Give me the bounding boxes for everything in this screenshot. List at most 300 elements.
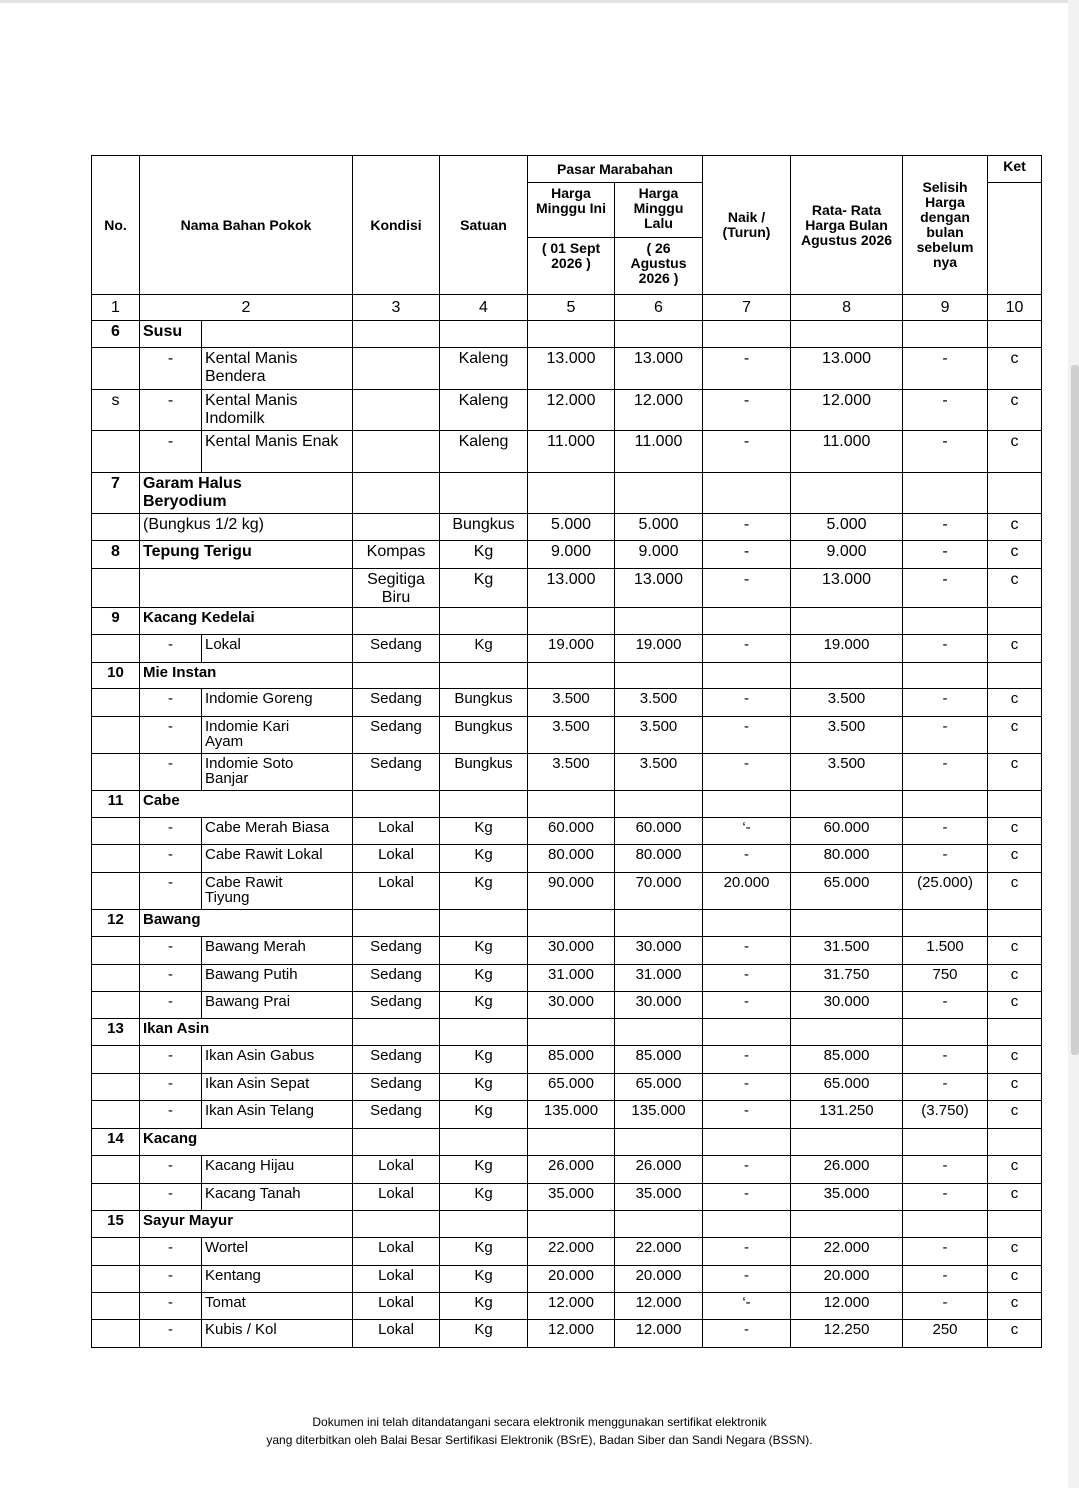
satuan: Bungkus — [440, 514, 528, 541]
satuan: Kg — [440, 1046, 528, 1074]
row-no: 15 — [92, 1211, 140, 1238]
kondisi: Sedang — [353, 937, 440, 965]
harga-lalu: 3.500 — [615, 717, 703, 754]
satuan: Kg — [440, 1293, 528, 1320]
satuan: Kg — [440, 541, 528, 569]
colnum-cell: 10 — [988, 295, 1042, 321]
kondisi: Segitiga Biru — [353, 569, 440, 608]
harga-lalu: 13.000 — [615, 348, 703, 390]
naik-turun: - — [703, 1238, 791, 1266]
colnum-cell: 8 — [791, 295, 903, 321]
harga-ini: 60.000 — [528, 818, 615, 845]
item-name: Lokal — [202, 635, 353, 663]
harga-lalu: 13.000 — [615, 569, 703, 608]
satuan: Kaleng — [440, 390, 528, 431]
ket: c — [988, 635, 1042, 663]
footer-line-1: Dokumen ini telah ditandatangani secara elektronik menggunakan sertifikat elektronik — [312, 1415, 767, 1429]
harga-ini: 30.000 — [528, 992, 615, 1019]
harga-ini: 80.000 — [528, 845, 615, 873]
harga-lalu: 22.000 — [615, 1238, 703, 1266]
kondisi — [353, 348, 440, 390]
ket: c — [988, 541, 1042, 569]
row-dash: - — [140, 689, 202, 717]
item-name: Cabe Rawit Lokal — [202, 845, 353, 873]
ket: c — [988, 1184, 1042, 1211]
selisih: - — [903, 1184, 988, 1211]
rata-rata: 131.250 — [791, 1101, 903, 1129]
table-row — [92, 937, 1042, 965]
row-no — [92, 635, 140, 663]
naik-turun: ‘- — [703, 1293, 791, 1320]
category-label: Mie Instan — [140, 663, 353, 689]
satuan: Kaleng — [440, 431, 528, 473]
harga-ini: 5.000 — [528, 514, 615, 541]
rata-rata: 13.000 — [791, 348, 903, 390]
row-no — [92, 1074, 140, 1101]
row-no — [92, 992, 140, 1019]
ket: c — [988, 689, 1042, 717]
selisih: 250 — [903, 1320, 988, 1348]
ket: c — [988, 845, 1042, 873]
selisih: - — [903, 1074, 988, 1101]
row-no — [92, 689, 140, 717]
harga-ini: 22.000 — [528, 1238, 615, 1266]
row-dash: - — [140, 1184, 202, 1211]
satuan: Kg — [440, 1156, 528, 1184]
kondisi: Sedang — [353, 689, 440, 717]
row-dash: - — [140, 754, 202, 791]
harga-lalu: 135.000 — [615, 1101, 703, 1129]
table-row — [92, 514, 1042, 541]
kondisi — [353, 390, 440, 431]
selisih: - — [903, 818, 988, 845]
harga-lalu: 19.000 — [615, 635, 703, 663]
header-no: No. — [92, 156, 140, 295]
item-name: Indomie Kari Ayam — [202, 717, 353, 754]
kondisi: Sedang — [353, 1101, 440, 1129]
harga-ini: 31.000 — [528, 965, 615, 992]
header-rata: Rata- Rata Harga Bulan Agustus 2026 — [791, 156, 903, 295]
naik-turun: - — [703, 569, 791, 608]
header-pasar: Pasar Marabahan — [528, 156, 703, 183]
naik-turun: - — [703, 1266, 791, 1293]
table-row — [92, 1156, 1042, 1184]
row-no — [92, 1101, 140, 1129]
row-dash: - — [140, 1238, 202, 1266]
selisih: - — [903, 1238, 988, 1266]
item-name: Tomat — [202, 1293, 353, 1320]
category-row — [92, 1211, 1042, 1238]
satuan: Kg — [440, 992, 528, 1019]
selisih: 750 — [903, 965, 988, 992]
harga-lalu: 20.000 — [615, 1266, 703, 1293]
row-dash: - — [140, 1101, 202, 1129]
rata-rata: 9.000 — [791, 541, 903, 569]
table-row — [92, 390, 1042, 431]
table-row — [92, 348, 1042, 390]
category-row — [92, 541, 1042, 569]
satuan: Kg — [440, 937, 528, 965]
category-label: Bawang — [140, 910, 353, 937]
item-name: Bawang Putih — [202, 965, 353, 992]
satuan: Kg — [440, 569, 528, 608]
item-name: Cabe Rawit Tiyung — [202, 873, 353, 910]
row-no — [92, 717, 140, 754]
row-no — [92, 348, 140, 390]
row-dash: - — [140, 1156, 202, 1184]
category-label: Kacang Kedelai — [140, 608, 353, 635]
selisih: - — [903, 1293, 988, 1320]
selisih: - — [903, 514, 988, 541]
kondisi: Lokal — [353, 1184, 440, 1211]
item-name: Kubis / Kol — [202, 1320, 353, 1348]
colnum-cell: 4 — [440, 295, 528, 321]
table-row — [92, 431, 1042, 473]
naik-turun: - — [703, 965, 791, 992]
row-no: s — [92, 390, 140, 431]
naik-turun: - — [703, 845, 791, 873]
row-no — [92, 1046, 140, 1074]
satuan: Kg — [440, 1320, 528, 1348]
rata-rata: 31.500 — [791, 937, 903, 965]
harga-ini: 65.000 — [528, 1074, 615, 1101]
ket: c — [988, 754, 1042, 791]
rata-rata: 30.000 — [791, 992, 903, 1019]
item-name: Cabe Merah Biasa — [202, 818, 353, 845]
selisih: - — [903, 1046, 988, 1074]
kondisi: Lokal — [353, 818, 440, 845]
harga-ini: 26.000 — [528, 1156, 615, 1184]
harga-ini: 12.000 — [528, 390, 615, 431]
ket: c — [988, 1074, 1042, 1101]
row-dash: - — [140, 1320, 202, 1348]
item-name: Kentang — [202, 1266, 353, 1293]
kondisi: Kompas — [353, 541, 440, 569]
row-no: 9 — [92, 608, 140, 635]
harga-ini: 85.000 — [528, 1046, 615, 1074]
selisih: - — [903, 348, 988, 390]
harga-lalu: 12.000 — [615, 390, 703, 431]
rata-rata: 3.500 — [791, 689, 903, 717]
harga-ini: 13.000 — [528, 348, 615, 390]
row-dash: - — [140, 873, 202, 910]
table-row — [92, 1074, 1042, 1101]
header-selisih: Selisih Harga dengan bulan sebelum nya — [903, 156, 988, 295]
category-label: Susu — [140, 321, 202, 348]
satuan: Bungkus — [440, 689, 528, 717]
naik-turun: - — [703, 541, 791, 569]
kondisi: Lokal — [353, 845, 440, 873]
row-no: 10 — [92, 663, 140, 689]
scrollbar-thumb[interactable] — [1071, 365, 1079, 1055]
selisih: (25.000) — [903, 873, 988, 910]
harga-lalu: 30.000 — [615, 992, 703, 1019]
naik-turun: - — [703, 1101, 791, 1129]
ket: c — [988, 431, 1042, 473]
row-no: 12 — [92, 910, 140, 937]
header-kondisi: Kondisi — [353, 156, 440, 295]
header-nama: Nama Bahan Pokok — [140, 156, 353, 295]
harga-lalu: 30.000 — [615, 937, 703, 965]
kondisi: Sedang — [353, 754, 440, 791]
harga-ini: 19.000 — [528, 635, 615, 663]
row-dash: - — [140, 431, 202, 473]
category-row — [92, 1129, 1042, 1156]
row-no: 8 — [92, 541, 140, 569]
harga-lalu: 12.000 — [615, 1293, 703, 1320]
rata-rata: 80.000 — [791, 845, 903, 873]
category-row — [92, 608, 1042, 635]
kondisi: Lokal — [353, 1293, 440, 1320]
colnum-cell: 2 — [140, 295, 353, 321]
colnum-cell: 3 — [353, 295, 440, 321]
satuan: Kaleng — [440, 348, 528, 390]
header-ket-blank — [988, 183, 1042, 295]
harga-ini: 9.000 — [528, 541, 615, 569]
row-no — [92, 845, 140, 873]
item-name: Kacang Tanah — [202, 1184, 353, 1211]
rata-rata: 12.000 — [791, 1293, 903, 1320]
kondisi: Sedang — [353, 635, 440, 663]
harga-lalu: 12.000 — [615, 1320, 703, 1348]
row-no — [92, 1320, 140, 1348]
rata-rata: 65.000 — [791, 1074, 903, 1101]
kondisi — [353, 431, 440, 473]
naik-turun: - — [703, 635, 791, 663]
row-no: 7 — [92, 473, 140, 514]
rata-rata: 60.000 — [791, 818, 903, 845]
colnum-cell: 5 — [528, 295, 615, 321]
category-label: Sayur Mayur — [140, 1211, 353, 1238]
ket: c — [988, 390, 1042, 431]
row-dash: - — [140, 390, 202, 431]
item-name: Bawang Merah — [202, 937, 353, 965]
kondisi — [353, 514, 440, 541]
ket: c — [988, 1293, 1042, 1320]
kondisi: Lokal — [353, 1320, 440, 1348]
naik-turun: - — [703, 1156, 791, 1184]
harga-lalu: 3.500 — [615, 689, 703, 717]
ket: c — [988, 992, 1042, 1019]
header-naik: Naik / (Turun) — [703, 156, 791, 295]
naik-turun: ‘- — [703, 818, 791, 845]
selisih: - — [903, 541, 988, 569]
row-no — [92, 431, 140, 473]
ket: c — [988, 1320, 1042, 1348]
rata-rata: 19.000 — [791, 635, 903, 663]
satuan: Kg — [440, 1184, 528, 1211]
rata-rata: 22.000 — [791, 1238, 903, 1266]
table-row — [92, 1046, 1042, 1074]
header-minggu-lalu: Harga Minggu Lalu — [615, 183, 703, 238]
ket: c — [988, 569, 1042, 608]
row-no — [92, 965, 140, 992]
harga-ini: 11.000 — [528, 431, 615, 473]
item-name: Kental Manis Bendera — [202, 348, 353, 390]
row-no — [92, 1266, 140, 1293]
naik-turun: - — [703, 1046, 791, 1074]
satuan: Kg — [440, 1101, 528, 1129]
harga-ini: 3.500 — [528, 689, 615, 717]
item-name: Wortel — [202, 1238, 353, 1266]
harga-lalu: 5.000 — [615, 514, 703, 541]
row-no: 13 — [92, 1019, 140, 1046]
item-name: Ikan Asin Gabus — [202, 1046, 353, 1074]
rata-rata: 31.750 — [791, 965, 903, 992]
row-no — [92, 873, 140, 910]
row-no — [92, 754, 140, 791]
category-row — [92, 791, 1042, 818]
category-label: Ikan Asin — [140, 1019, 353, 1046]
naik-turun: - — [703, 689, 791, 717]
naik-turun: - — [703, 992, 791, 1019]
header-minggu-ini: Harga Minggu Ini — [528, 183, 615, 238]
table-row — [92, 754, 1042, 791]
naik-turun: - — [703, 1320, 791, 1348]
satuan: Bungkus — [440, 717, 528, 754]
naik-turun: 20.000 — [703, 873, 791, 910]
category-label: Cabe — [140, 791, 353, 818]
table-row — [92, 845, 1042, 873]
item-name: Bawang Prai — [202, 992, 353, 1019]
naik-turun: - — [703, 514, 791, 541]
row-no: 14 — [92, 1129, 140, 1156]
harga-lalu: 26.000 — [615, 1156, 703, 1184]
rata-rata: 3.500 — [791, 754, 903, 791]
selisih: - — [903, 390, 988, 431]
table-row — [92, 717, 1042, 754]
harga-ini: 135.000 — [528, 1101, 615, 1129]
satuan: Kg — [440, 818, 528, 845]
row-dash: - — [140, 818, 202, 845]
row-no — [92, 1184, 140, 1211]
header-minggu-ini-date: ( 01 Sept 2026 ) — [528, 238, 615, 295]
row-no: 11 — [92, 791, 140, 818]
footer-line-2: yang diterbitkan oleh Balai Besar Sertifikasi Elektronik (BSrE), Badan Siber dan Sandi Negara (BSSN). — [266, 1433, 813, 1447]
ket: c — [988, 1156, 1042, 1184]
row-dash: - — [140, 992, 202, 1019]
selisih: - — [903, 431, 988, 473]
colnum-cell: 6 — [615, 295, 703, 321]
item-name: Ikan Asin Telang — [202, 1101, 353, 1129]
row-no — [92, 514, 140, 541]
ket: c — [988, 965, 1042, 992]
item-name: Indomie Soto Banjar — [202, 754, 353, 791]
item-name: Kacang Hijau — [202, 1156, 353, 1184]
kondisi: Lokal — [353, 1156, 440, 1184]
header-row — [92, 156, 1042, 183]
naik-turun: - — [703, 1184, 791, 1211]
kondisi: Sedang — [353, 992, 440, 1019]
table-row — [92, 873, 1042, 910]
selisih: - — [903, 717, 988, 754]
harga-lalu: 35.000 — [615, 1184, 703, 1211]
item-name: Indomie Goreng — [202, 689, 353, 717]
category-row — [92, 1019, 1042, 1046]
harga-ini: 35.000 — [528, 1184, 615, 1211]
kondisi: Lokal — [353, 873, 440, 910]
row-no — [92, 818, 140, 845]
selisih: - — [903, 754, 988, 791]
selisih: - — [903, 845, 988, 873]
kondisi: Lokal — [353, 1238, 440, 1266]
satuan: Kg — [440, 845, 528, 873]
harga-ini: 13.000 — [528, 569, 615, 608]
rata-rata: 65.000 — [791, 873, 903, 910]
naik-turun: - — [703, 1074, 791, 1101]
table-row — [92, 1101, 1042, 1129]
selisih: - — [903, 992, 988, 1019]
price-table — [91, 155, 1042, 1348]
row-dash: - — [140, 1046, 202, 1074]
naik-turun: - — [703, 431, 791, 473]
category-label: Kacang — [140, 1129, 353, 1156]
satuan: Kg — [440, 965, 528, 992]
ket: c — [988, 1238, 1042, 1266]
harga-ini: 30.000 — [528, 937, 615, 965]
row-dash: - — [140, 1293, 202, 1320]
kondisi: Sedang — [353, 1046, 440, 1074]
item-name: Kental Manis Indomilk — [202, 390, 353, 431]
rata-rata: 35.000 — [791, 1184, 903, 1211]
row-no — [92, 937, 140, 965]
naik-turun: - — [703, 348, 791, 390]
ket: c — [988, 1101, 1042, 1129]
rata-rata: 26.000 — [791, 1156, 903, 1184]
row-dash: - — [140, 1266, 202, 1293]
item-name: Kental Manis Enak — [202, 431, 353, 473]
harga-ini: 3.500 — [528, 717, 615, 754]
ket: c — [988, 873, 1042, 910]
colnum-cell: 1 — [92, 295, 140, 321]
harga-ini: 20.000 — [528, 1266, 615, 1293]
kondisi: Sedang — [353, 1074, 440, 1101]
ket: c — [988, 937, 1042, 965]
table-row — [92, 1184, 1042, 1211]
row-no — [92, 1238, 140, 1266]
rata-rata: 13.000 — [791, 569, 903, 608]
row-no: 6 — [92, 321, 140, 348]
header-ket: Ket — [988, 156, 1042, 183]
column-number-row — [92, 295, 1042, 321]
row-dash: - — [140, 1074, 202, 1101]
harga-lalu: 3.500 — [615, 754, 703, 791]
satuan: Bungkus — [440, 754, 528, 791]
harga-ini: 12.000 — [528, 1320, 615, 1348]
item-name: (Bungkus 1/2 kg) — [140, 514, 353, 541]
naik-turun: - — [703, 754, 791, 791]
harga-lalu: 85.000 — [615, 1046, 703, 1074]
kondisi: Sedang — [353, 965, 440, 992]
rata-rata: 5.000 — [791, 514, 903, 541]
row-dash: - — [140, 845, 202, 873]
row-no — [92, 1156, 140, 1184]
selisih: - — [903, 689, 988, 717]
rata-rata: 12.250 — [791, 1320, 903, 1348]
category-label: Garam Halus Beryodium — [140, 473, 353, 514]
satuan: Kg — [440, 1266, 528, 1293]
ket: c — [988, 717, 1042, 754]
naik-turun: - — [703, 937, 791, 965]
satuan: Kg — [440, 873, 528, 910]
row-no — [92, 1293, 140, 1320]
naik-turun: - — [703, 390, 791, 431]
harga-lalu: 60.000 — [615, 818, 703, 845]
row-dash: - — [140, 635, 202, 663]
table-row — [92, 965, 1042, 992]
kondisi: Lokal — [353, 1266, 440, 1293]
ket: c — [988, 1046, 1042, 1074]
